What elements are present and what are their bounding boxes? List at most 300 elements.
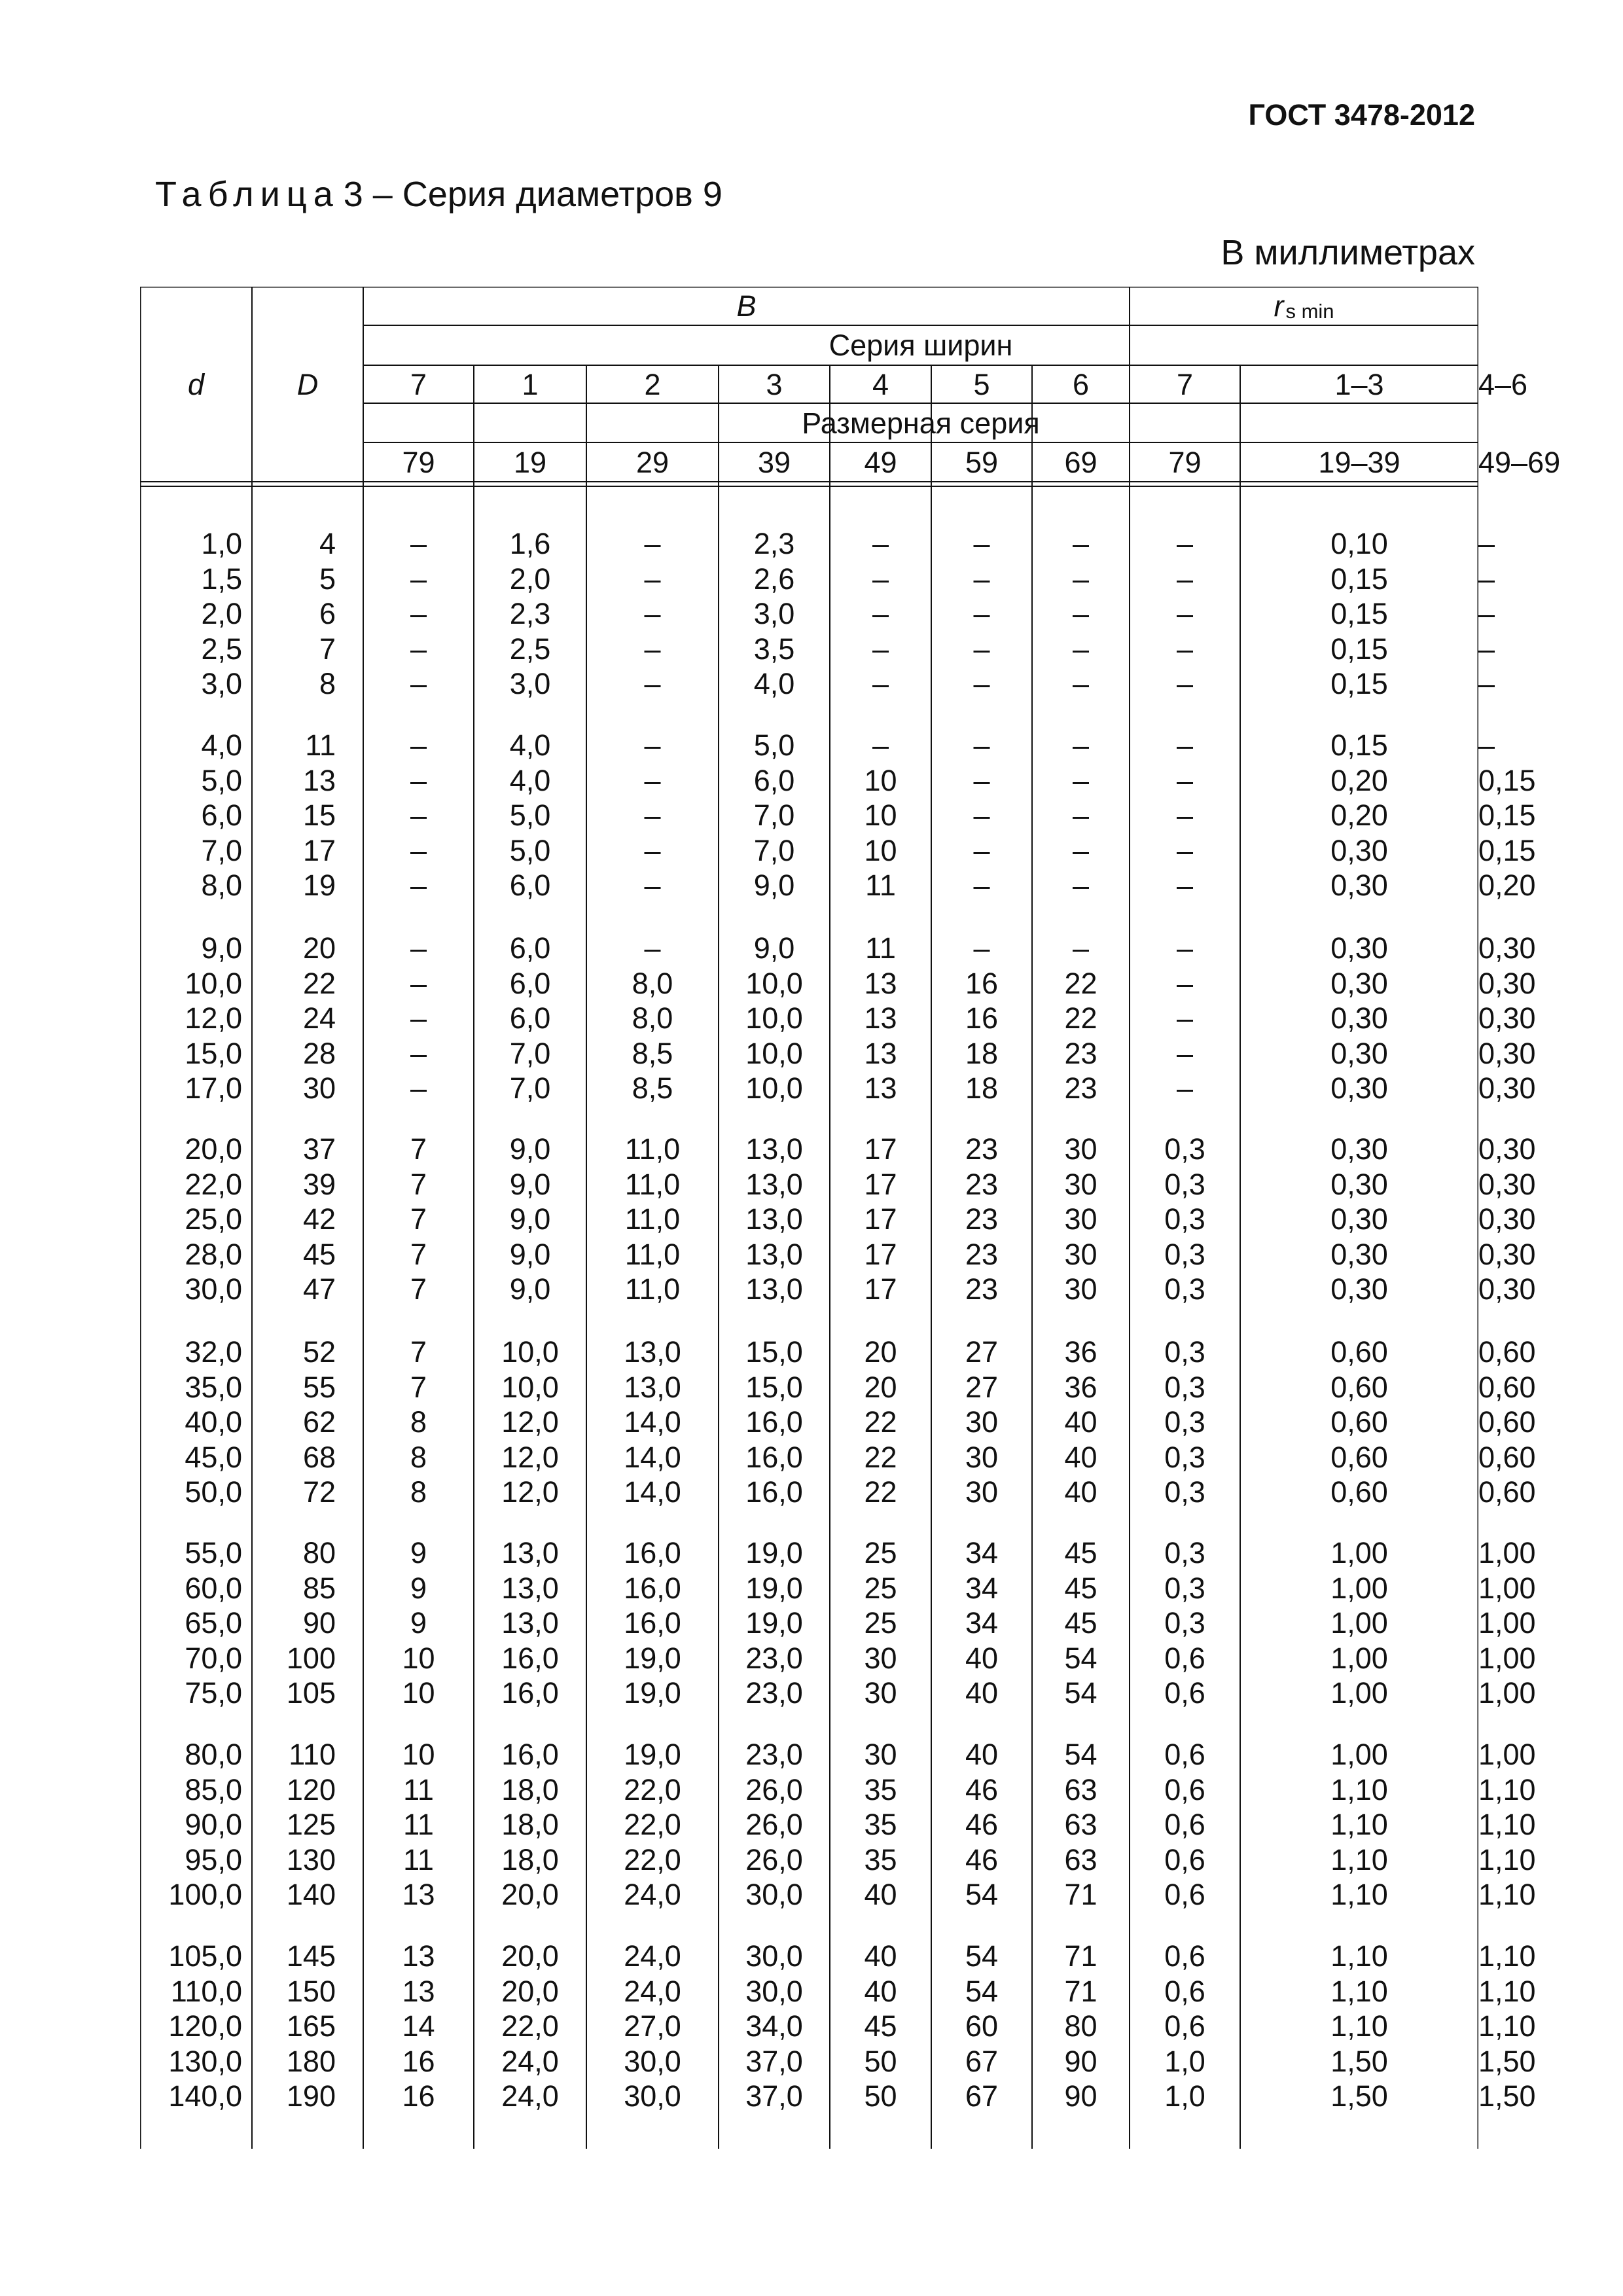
table-cell: 24,0 (624, 1878, 681, 1911)
table-cell: 11,0 (624, 1237, 681, 1271)
table-cell: 19,0 (745, 1571, 803, 1605)
dimension-series-cell: 29 (635, 445, 669, 479)
table-cell: 0,15 (1330, 632, 1388, 666)
table-cell: 71 (1064, 1939, 1097, 1973)
table-cell: 0,3 (1164, 1272, 1205, 1306)
header-width-series-label: Серия ширин (829, 329, 1013, 362)
table-cell: 23 (1064, 1071, 1097, 1105)
table-cell: 1,10 (1330, 1808, 1388, 1841)
table-cell: 0,6 (1164, 1772, 1205, 1806)
table-cell: 100,0 (168, 1878, 242, 1911)
width-series-cell: 7 (410, 367, 427, 401)
table-cell: 30 (1064, 1202, 1097, 1236)
table-cell: 13,0 (501, 1536, 559, 1570)
table-cell: 22 (864, 1440, 897, 1474)
table-cell: 0,10 (1330, 527, 1388, 560)
table-cell: 165 (286, 2009, 336, 2043)
table-cell: 0,30 (1478, 1001, 1536, 1035)
table-cell: 46 (965, 1772, 999, 1806)
table-cell: 2,0 (201, 597, 242, 630)
table-cell: 0,30 (1330, 833, 1388, 867)
table-cell: 13,0 (745, 1202, 803, 1236)
table-cell: 16,0 (745, 1475, 803, 1509)
table-cell: 45 (1064, 1606, 1097, 1640)
table-cell: 10,0 (501, 1370, 559, 1404)
table-cell: 11 (865, 869, 896, 902)
table-cell: 0,6 (1164, 1974, 1205, 2008)
table-cell: 5,0 (509, 798, 551, 832)
table-cell: 180 (286, 2044, 336, 2078)
table-cell: 54 (1064, 1641, 1097, 1675)
table-cell: 0,3 (1164, 1440, 1205, 1474)
table-cell: 0,60 (1330, 1370, 1388, 1404)
table-cell: 22,0 (624, 1772, 681, 1806)
table-cell: 46 (965, 1842, 999, 1876)
table-cell: 5,0 (201, 763, 242, 797)
table-cell: 6,0 (753, 763, 795, 797)
table-cell: – (973, 597, 990, 630)
table-cell: 0,15 (1478, 763, 1536, 797)
table-cell: 50 (864, 2079, 897, 2113)
table-cell: 0,30 (1478, 966, 1536, 1000)
table-cell: 13,0 (624, 1335, 681, 1369)
table-cell: 0,20 (1330, 763, 1388, 797)
table-cell: 110 (289, 1738, 336, 1771)
table-cell: 0,60 (1478, 1475, 1536, 1509)
table-cell: 13 (402, 1974, 435, 2008)
table-cell: 14,0 (624, 1405, 681, 1439)
table-cell: 90 (1064, 2079, 1097, 2113)
table-cell: 0,30 (1330, 1202, 1388, 1236)
table-cell: 9,0 (753, 869, 795, 902)
table-cell: 26,0 (745, 1772, 803, 1806)
table-cell: 11,0 (624, 1202, 681, 1236)
table-cell: 13,0 (501, 1606, 559, 1640)
table-cell: – (1176, 728, 1194, 762)
table-cell: 65,0 (185, 1606, 242, 1640)
table-cell: – (644, 869, 661, 902)
table-cell: 0,3 (1164, 1571, 1205, 1605)
table-cell: 55 (302, 1370, 336, 1404)
table-cell: 8 (319, 667, 336, 700)
table-cell: 3,5 (753, 632, 795, 666)
table-cell: 23,0 (745, 1738, 803, 1771)
table-cell: – (644, 527, 661, 560)
table-cell: 1,00 (1330, 1606, 1388, 1640)
table-cell: 30,0 (745, 1878, 803, 1911)
table-cell: 7,0 (201, 833, 242, 867)
table-cell: – (410, 869, 427, 902)
table-cell: 17 (864, 1202, 897, 1236)
table-cell: 26,0 (745, 1842, 803, 1876)
table-cell: 20,0 (501, 1939, 559, 1973)
table-cell: 6,0 (509, 869, 551, 902)
table-cell: 19,0 (745, 1606, 803, 1640)
table-cell: 11 (403, 1772, 434, 1806)
table-cell: 7,0 (509, 1036, 551, 1070)
table-cell: 8 (410, 1475, 427, 1509)
table-cell: 0,3 (1164, 1370, 1205, 1404)
table-cell: – (1072, 931, 1090, 965)
table-cell: 11 (865, 931, 896, 965)
table-cell: 90 (1064, 2044, 1097, 2078)
table-cell: 63 (1064, 1772, 1097, 1806)
table-cell: 23 (965, 1202, 999, 1236)
table-cell: 54 (1064, 1676, 1097, 1710)
table-cell: 80 (1064, 2009, 1097, 2043)
table-cell: 0,30 (1330, 1272, 1388, 1306)
table-cell: – (973, 763, 990, 797)
table-cell: 0,30 (1330, 1132, 1388, 1166)
table-cell: 24,0 (501, 2044, 559, 2078)
table-cell: 27,0 (624, 2009, 681, 2043)
table-cell: 9 (410, 1571, 427, 1605)
table-cell: 9,0 (509, 1237, 551, 1271)
table-cell: 62 (302, 1405, 336, 1439)
table-cell: 0,15 (1330, 728, 1388, 762)
table-cell: 11 (403, 1842, 434, 1876)
table-cell: 0,30 (1478, 931, 1536, 965)
table-cell: 1,10 (1478, 1974, 1536, 2008)
table-caption (155, 174, 722, 215)
table-cell: 16 (965, 966, 999, 1000)
table-cell: 15,0 (745, 1370, 803, 1404)
table-cell: 46 (965, 1808, 999, 1841)
table-cell: – (1478, 728, 1495, 762)
table-cell: – (1478, 597, 1495, 630)
table-cell: 1,10 (1330, 2009, 1388, 2043)
table-cell: – (973, 667, 990, 700)
table-cell: 1,0 (1164, 2079, 1205, 2113)
table-cell: 34 (965, 1536, 999, 1570)
table-cell: 5,0 (509, 833, 551, 867)
table-cell: 30 (302, 1071, 336, 1105)
table-cell: 1,10 (1478, 2009, 1536, 2043)
table-cell: 11,0 (624, 1167, 681, 1201)
table-cell: 0,6 (1164, 1842, 1205, 1876)
table-cell: 24,0 (624, 1939, 681, 1973)
diameter-series-table (140, 287, 1561, 2149)
table-cell: – (410, 597, 427, 630)
table-cell: 2,3 (509, 597, 551, 630)
table-cell: 1,5 (201, 562, 242, 596)
table-cell: 28 (302, 1036, 336, 1070)
table-cell: 40 (864, 1878, 897, 1911)
table-cell: 30 (965, 1440, 999, 1474)
dimension-series-cell: 69 (1064, 445, 1097, 479)
table-cell: – (1478, 527, 1495, 560)
table-cell: 150 (286, 1974, 336, 2008)
table-cell: – (872, 667, 889, 700)
table-cell: 16,0 (501, 1738, 559, 1771)
table-cell: 22 (864, 1475, 897, 1509)
table-cell: 24,0 (501, 2079, 559, 2113)
table-cell: 8 (410, 1405, 427, 1439)
table-cell: 6,0 (509, 931, 551, 965)
table-cell: 0,6 (1164, 1878, 1205, 1911)
table-cell: 45 (302, 1237, 336, 1271)
table-cell: 0,6 (1164, 2009, 1205, 2043)
table-cell: 13 (302, 763, 336, 797)
table-cell: 22,0 (624, 1842, 681, 1876)
table-cell: – (1478, 667, 1495, 700)
table-cell: 1,10 (1330, 1878, 1388, 1911)
table-cell: 0,3 (1164, 1335, 1205, 1369)
table-cell: 30 (864, 1738, 897, 1771)
table-cell: 2,3 (753, 527, 795, 560)
table-cell: 125 (286, 1808, 336, 1841)
dimension-series-cell: 79 (1168, 445, 1202, 479)
table-cell: – (644, 667, 661, 700)
table-cell: 120 (286, 1772, 336, 1806)
table-cell: 0,30 (1330, 1036, 1388, 1070)
table-cell: 19,0 (624, 1738, 681, 1771)
table-cell: 0,30 (1478, 1167, 1536, 1201)
table-cell: 9,0 (753, 931, 795, 965)
table-cell: 1,50 (1478, 2079, 1536, 2113)
table-cell: 7 (410, 1370, 427, 1404)
table-cell: 90,0 (185, 1808, 242, 1841)
table-cell: – (872, 632, 889, 666)
table-cell: 6,0 (509, 1001, 551, 1035)
table-cell: 23 (965, 1167, 999, 1201)
table-cell: 4,0 (753, 667, 795, 700)
dimension-series-cell: 59 (965, 445, 999, 479)
table-cell: 10,0 (745, 1036, 803, 1070)
dimension-series-cell: 79 (402, 445, 435, 479)
table-cell: 0,30 (1330, 1071, 1388, 1105)
table-cell: 11,0 (624, 1132, 681, 1166)
table-cell: 30 (1064, 1237, 1097, 1271)
table-cell: 37,0 (745, 2079, 803, 2113)
table-cell: 9,0 (509, 1202, 551, 1236)
table-cell: 9 (410, 1536, 427, 1570)
table-cell: 0,15 (1330, 667, 1388, 700)
table-cell: 140,0 (168, 2079, 242, 2113)
table-cell: 30,0 (185, 1272, 242, 1306)
table-cell: – (1176, 1071, 1194, 1105)
table-cell: 10 (402, 1676, 435, 1710)
table-cell: 26,0 (745, 1808, 803, 1841)
table-cell: 0,3 (1164, 1475, 1205, 1509)
table-cell: 0,60 (1478, 1370, 1536, 1404)
table-cell: 1,10 (1330, 1939, 1388, 1973)
table-cell: 30 (864, 1641, 897, 1675)
table-cell: 71 (1064, 1878, 1097, 1911)
table-cell: 1,00 (1478, 1571, 1536, 1605)
table-cell: 1,10 (1478, 1878, 1536, 1911)
table-cell: 23,0 (745, 1641, 803, 1675)
table-cell: 17 (864, 1132, 897, 1166)
table-cell: – (973, 798, 990, 832)
table-cell: 24 (302, 1001, 336, 1035)
table-cell: – (1072, 869, 1090, 902)
units-note: В миллиметрах (1221, 233, 1475, 272)
table-cell: 0,3 (1164, 1167, 1205, 1201)
table-cell: 54 (965, 1974, 999, 2008)
table-cell: 20,0 (501, 1878, 559, 1911)
table-cell: – (644, 728, 661, 762)
table-cell: – (1176, 931, 1194, 965)
table-cell: 23 (965, 1237, 999, 1271)
table-cell: 20 (864, 1370, 897, 1404)
table-cell: – (410, 562, 427, 596)
table-cell: 6,0 (201, 798, 242, 832)
width-series-cell: 7 (1176, 367, 1194, 401)
table-cell: – (644, 763, 661, 797)
table-cell: 20 (302, 931, 336, 965)
table-cell: 30,0 (624, 2079, 681, 2113)
table-cell: 7,0 (753, 798, 795, 832)
table-cell: 28,0 (185, 1237, 242, 1271)
table-cell: 35,0 (185, 1370, 242, 1404)
table-cell: – (1176, 798, 1194, 832)
table-cell: 7 (410, 1237, 427, 1271)
table-cell: 19,0 (624, 1676, 681, 1710)
table-cell: 30 (965, 1405, 999, 1439)
table-cell: 67 (965, 2079, 999, 2113)
table-cell: 1,10 (1478, 1772, 1536, 1806)
table-cell: 45 (1064, 1536, 1097, 1570)
table-cell: 40 (965, 1641, 999, 1675)
table-cell: 63 (1064, 1842, 1097, 1876)
table-cell: 30,0 (745, 1939, 803, 1973)
table-cell: – (1072, 728, 1090, 762)
table-cell: 0,30 (1330, 869, 1388, 902)
table-cell: 1,00 (1478, 1738, 1536, 1771)
table-cell: 20 (864, 1335, 897, 1369)
table-cell: 25 (864, 1536, 897, 1570)
table-cell: – (1072, 562, 1090, 596)
table-cell: 37 (302, 1132, 336, 1166)
table-cell: – (410, 833, 427, 867)
table-cell: 1,00 (1478, 1606, 1536, 1640)
table-cell: 0,30 (1478, 1132, 1536, 1166)
table-cell: 30,0 (624, 2044, 681, 2078)
dimension-series-cell: 49–69 (1478, 445, 1561, 479)
table-cell: 10 (864, 763, 897, 797)
table-cell: 8,5 (632, 1071, 673, 1105)
table-cell: 40 (1064, 1475, 1097, 1509)
table-cell: 14 (402, 2009, 435, 2043)
table-cell: 4,0 (509, 763, 551, 797)
table-cell: 7 (410, 1202, 427, 1236)
table-cell: 40 (965, 1738, 999, 1771)
table-cell: 0,20 (1478, 869, 1536, 902)
table-cell: 8,0 (632, 966, 673, 1000)
table-cell: 1,6 (509, 527, 551, 560)
dimension-series-cell: 49 (864, 445, 897, 479)
width-series-cell: 4–6 (1478, 367, 1528, 401)
table-cell: 0,3 (1164, 1405, 1205, 1439)
width-series-cell: 3 (766, 367, 783, 401)
table-cell: – (1072, 527, 1090, 560)
table-cell: 18,0 (501, 1842, 559, 1876)
table-cell: 36 (1064, 1370, 1097, 1404)
table-cell: 1,0 (201, 527, 242, 560)
table-cell: – (644, 597, 661, 630)
table-cell: 85 (302, 1571, 336, 1605)
table-cell: 0,60 (1478, 1335, 1536, 1369)
table-cell: 37,0 (745, 2044, 803, 2078)
table-cell: 15,0 (745, 1335, 803, 1369)
table-cell: 13,0 (624, 1370, 681, 1404)
table-cell: 16,0 (745, 1440, 803, 1474)
table-cell: 7 (410, 1272, 427, 1306)
table-cell: – (410, 527, 427, 560)
table-cell: 1,00 (1478, 1641, 1536, 1675)
table-cell: 1,10 (1478, 1842, 1536, 1876)
table-cell: 130,0 (168, 2044, 242, 2078)
table-cell: 10,0 (745, 966, 803, 1000)
table-cell: 18 (965, 1036, 999, 1070)
table-cell: 0,30 (1478, 1071, 1536, 1105)
table-cell: – (1072, 667, 1090, 700)
table-cell: – (410, 728, 427, 762)
table-cell: 16,0 (624, 1536, 681, 1570)
table-cell: – (1072, 597, 1090, 630)
table-cell: 35 (864, 1842, 897, 1876)
table-cell: 1,00 (1330, 1676, 1388, 1710)
table-cell: – (973, 869, 990, 902)
table-cell: 0,30 (1330, 1001, 1388, 1035)
table-cell: 3,0 (753, 597, 795, 630)
table-cell: 27 (965, 1370, 999, 1404)
table-cell: 0,20 (1330, 798, 1388, 832)
table-cell: 22 (302, 966, 336, 1000)
table-cell: 0,3 (1164, 1606, 1205, 1640)
table-cell: – (410, 632, 427, 666)
dimension-series-cell: 19–39 (1318, 445, 1400, 479)
table-cell: – (1176, 1001, 1194, 1035)
table-cell: 23 (1064, 1036, 1097, 1070)
table-cell: 0,15 (1330, 597, 1388, 630)
table-cell: 1,00 (1330, 1571, 1388, 1605)
table-cell: 13 (402, 1939, 435, 1973)
table-cell: 8,5 (632, 1036, 673, 1070)
table-cell: – (1176, 597, 1194, 630)
table-cell: 22 (1064, 966, 1097, 1000)
table-cell: 0,3 (1164, 1237, 1205, 1271)
table-cell: 30 (965, 1475, 999, 1509)
table-cell: 0,60 (1478, 1405, 1536, 1439)
header-group-b: B (736, 289, 757, 323)
table-cell: 70,0 (185, 1641, 242, 1675)
table-cell: 13,0 (745, 1272, 803, 1306)
table-cell: 2,5 (201, 632, 242, 666)
table-cell: 13 (864, 966, 897, 1000)
table-cell: 7,0 (753, 833, 795, 867)
table-cell: 110,0 (170, 1974, 242, 2008)
table-cell: 7 (410, 1335, 427, 1369)
table-cell: 30 (1064, 1167, 1097, 1201)
table-cell: 15 (302, 798, 336, 832)
table-cell: 34,0 (745, 2009, 803, 2043)
table-cell: 80 (302, 1536, 336, 1570)
table-cell: 1,10 (1330, 1772, 1388, 1806)
table-cell: 7 (410, 1167, 427, 1201)
table-cell: 50,0 (185, 1475, 242, 1509)
table-cell: 12,0 (185, 1001, 242, 1035)
table-cell: 0,15 (1330, 562, 1388, 596)
table-cell: – (1176, 869, 1194, 902)
table-cell: 54 (1064, 1738, 1097, 1771)
table-cell: 1,0 (1164, 2044, 1205, 2078)
table-cell: 20,0 (501, 1974, 559, 2008)
table-cell: 9 (410, 1606, 427, 1640)
table-cell: 0,3 (1164, 1202, 1205, 1236)
table-cell: – (973, 562, 990, 596)
